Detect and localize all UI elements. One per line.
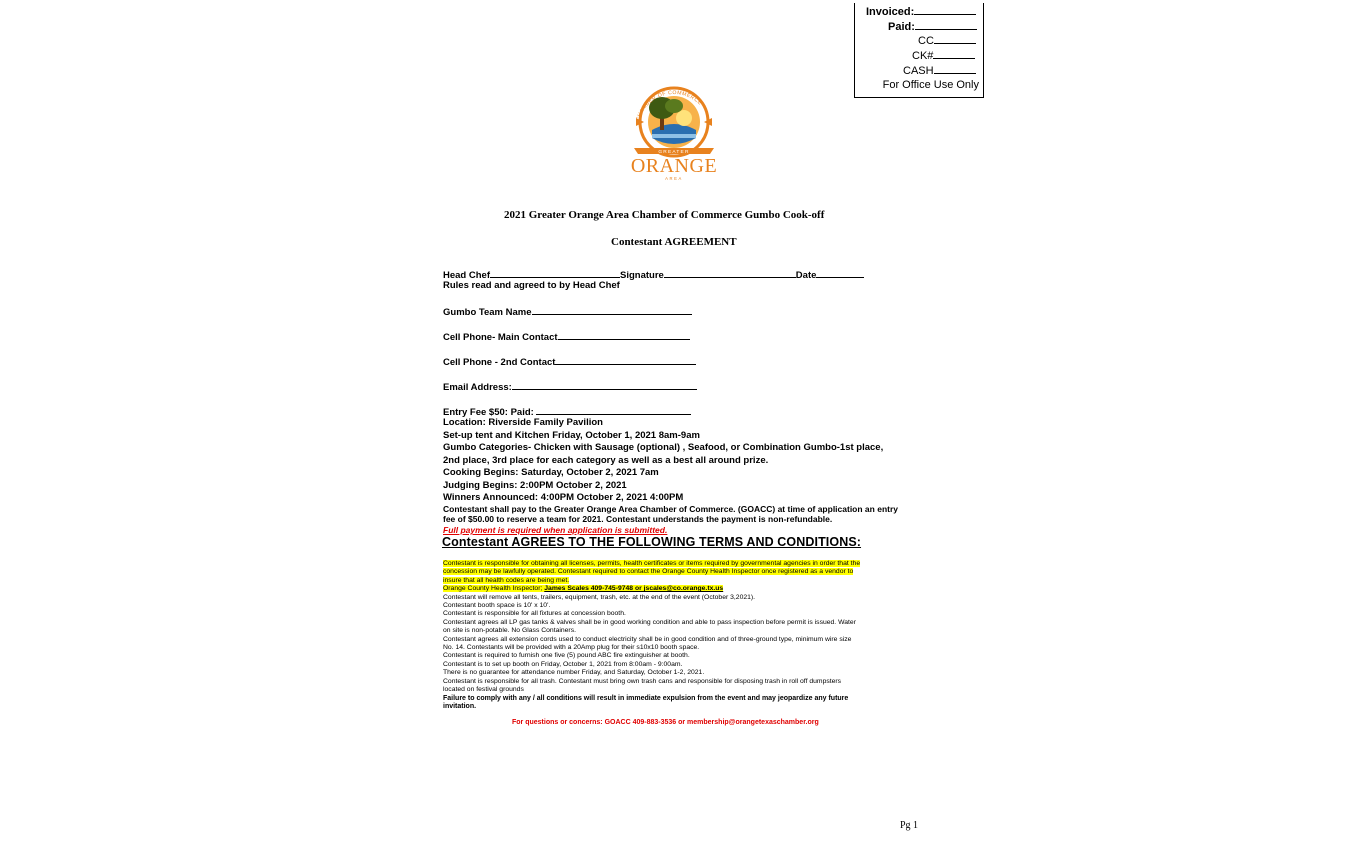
term-7: Contestant is to set up booth on Friday, October 1, 2021 from 8:00am - 9:00am. xyxy=(443,660,683,668)
payment-line-2: fee of $50.00 to reserve a team for 2021. Contestant understands the payment is non-refundable. xyxy=(443,514,833,524)
categories-line-2: 2nd place, 3rd place for each category as well as a best all around prize. xyxy=(443,455,769,466)
term-2: Contestant booth space is 10' x 10'. xyxy=(443,602,551,610)
team-name-line: Gumbo Team Name xyxy=(443,305,692,319)
entry-fee-field[interactable] xyxy=(536,405,691,415)
chamber-logo xyxy=(622,78,726,184)
email-line: Email Address: xyxy=(443,380,697,394)
email-field[interactable] xyxy=(512,380,697,390)
inspector-contact[interactable]: James Scales 409-745-9748 or jscales@co.orange.tx.us xyxy=(544,585,724,593)
term-9a: Contestant is responsible for all trash. Contestant must bring own trash cans and responsible for disposing trash in roll off dumpsters xyxy=(443,677,842,685)
team-name-field[interactable] xyxy=(532,305,692,315)
categories-line-1: Gumbo Categories- Chicken with Sausage (optional) , Seafood, or Combination Gumbo-1st place, xyxy=(443,442,884,453)
entry-fee-line: Entry Fee $50: Paid: xyxy=(443,405,691,419)
location: Location: Riverside Family Pavilion xyxy=(443,417,603,428)
term-highlight-1: Contestant is responsible for obtaining all licenses, permits, health certificates or items required by governmental agencies in order that the xyxy=(443,560,861,567)
term-highlight-3: insure that all health codes are being met. xyxy=(443,576,570,584)
office-use-box xyxy=(854,3,984,98)
cooking-begins: Cooking Begins: Saturday, October 2, 2021 7am xyxy=(443,467,659,478)
document-subtitle: Contestant AGREEMENT xyxy=(611,236,737,248)
terms-heading: Contestant AGREES TO THE FOLLOWING TERMS AND CONDITIONS: xyxy=(442,535,862,549)
cell-main-line: Cell Phone- Main Contact xyxy=(443,330,690,344)
logo-area: AREA xyxy=(665,176,683,181)
term-highlight-2: concession may be lawfully operated. Contestant required to contact the Orange County Health Inspector once registered as a vendor to xyxy=(443,568,854,576)
term-3: Contestant is responsible for all fixtures at concession booth. xyxy=(443,610,626,618)
failure-line-1: Failure to comply with any / all conditions will result in immediate expulsion from the event and may jeopardize any future xyxy=(443,694,849,702)
office-cash: CASH xyxy=(903,64,976,77)
term-1: Contestant will remove all tents, trailers, equipment, trash, etc. at the end of the event (October 3,2021). xyxy=(443,593,756,601)
head-chef-line: Head Chef Signature Date xyxy=(443,268,864,282)
term-6: Contestant is required to furnish one five (5) pound ABC fire extinguisher at booth. xyxy=(443,652,690,660)
signature-field[interactable] xyxy=(664,268,796,278)
logo-orange: ORANGE xyxy=(630,155,718,177)
page-number: Pg 1 xyxy=(900,820,919,831)
payment-line-1: Contestant shall pay to the Greater Orange Area Chamber of Commerce. (GOACC) at time of application an entry xyxy=(443,504,898,514)
office-note: For Office Use Only xyxy=(882,79,979,91)
judging-begins: Judging Begins: 2:00PM October 2, 2021 xyxy=(443,480,627,491)
date-field[interactable] xyxy=(816,268,864,278)
head-chef-field[interactable] xyxy=(490,268,620,278)
office-paid: Paid: xyxy=(888,20,977,33)
rules-read-line: Rules read and agreed to by Head Chef xyxy=(443,280,620,291)
logo-arc-text: CHAMBER OF COMMERCE xyxy=(635,89,703,122)
inspector-line: Orange County Health Inspector; James Scales 409-745-9748 or jscales@co.orange.tx.us xyxy=(443,585,724,593)
cell-2nd-line: Cell Phone - 2nd Contact xyxy=(443,355,696,369)
questions-contact: For questions or concerns: GOACC 409-883-3536 or membership@orangetexaschamber.org xyxy=(512,719,819,726)
term-4b: on site is non-potable. No Glass Containers. xyxy=(443,627,576,635)
cell-main-field[interactable] xyxy=(558,330,690,340)
logo-greater: GREATER xyxy=(658,150,690,155)
term-8: There is no guarantee for attendance number Friday, and Saturday, October 1-2, 2021. xyxy=(443,669,705,677)
office-cc: CC xyxy=(918,34,976,47)
term-5b: No. 14. Contestants will be provided with a 20Amp plug for their s10x10 booth space. xyxy=(443,644,700,652)
winners-announced: Winners Announced: 4:00PM October 2, 2021 4:00PM xyxy=(443,492,684,503)
term-5a: Contestant agrees all extension cords used to conduct electricity shall be in good condition and of three-ground type, minimum wire size xyxy=(443,635,852,643)
term-4a: Contestant agrees all LP gas tanks & valves shall be in good working condition and able to pass inspection before permit is issued. Water xyxy=(443,618,856,626)
terms-list xyxy=(443,560,860,711)
setup-time: Set-up tent and Kitchen Friday, October 1, 2021 8am-9am xyxy=(443,430,700,441)
office-invoiced: Invoiced: xyxy=(866,5,976,18)
office-ck: CK# xyxy=(912,49,975,62)
term-9b: located on festival grounds xyxy=(443,686,524,694)
document-title: 2021 Greater Orange Area Chamber of Commerce Gumbo Cook-off xyxy=(504,209,825,221)
full-payment-note: Full payment is required when application is submitted. xyxy=(443,525,668,535)
logo-graphic xyxy=(622,78,726,184)
failure-line-2: invitation. xyxy=(443,702,477,710)
cell-2nd-field[interactable] xyxy=(555,355,696,365)
